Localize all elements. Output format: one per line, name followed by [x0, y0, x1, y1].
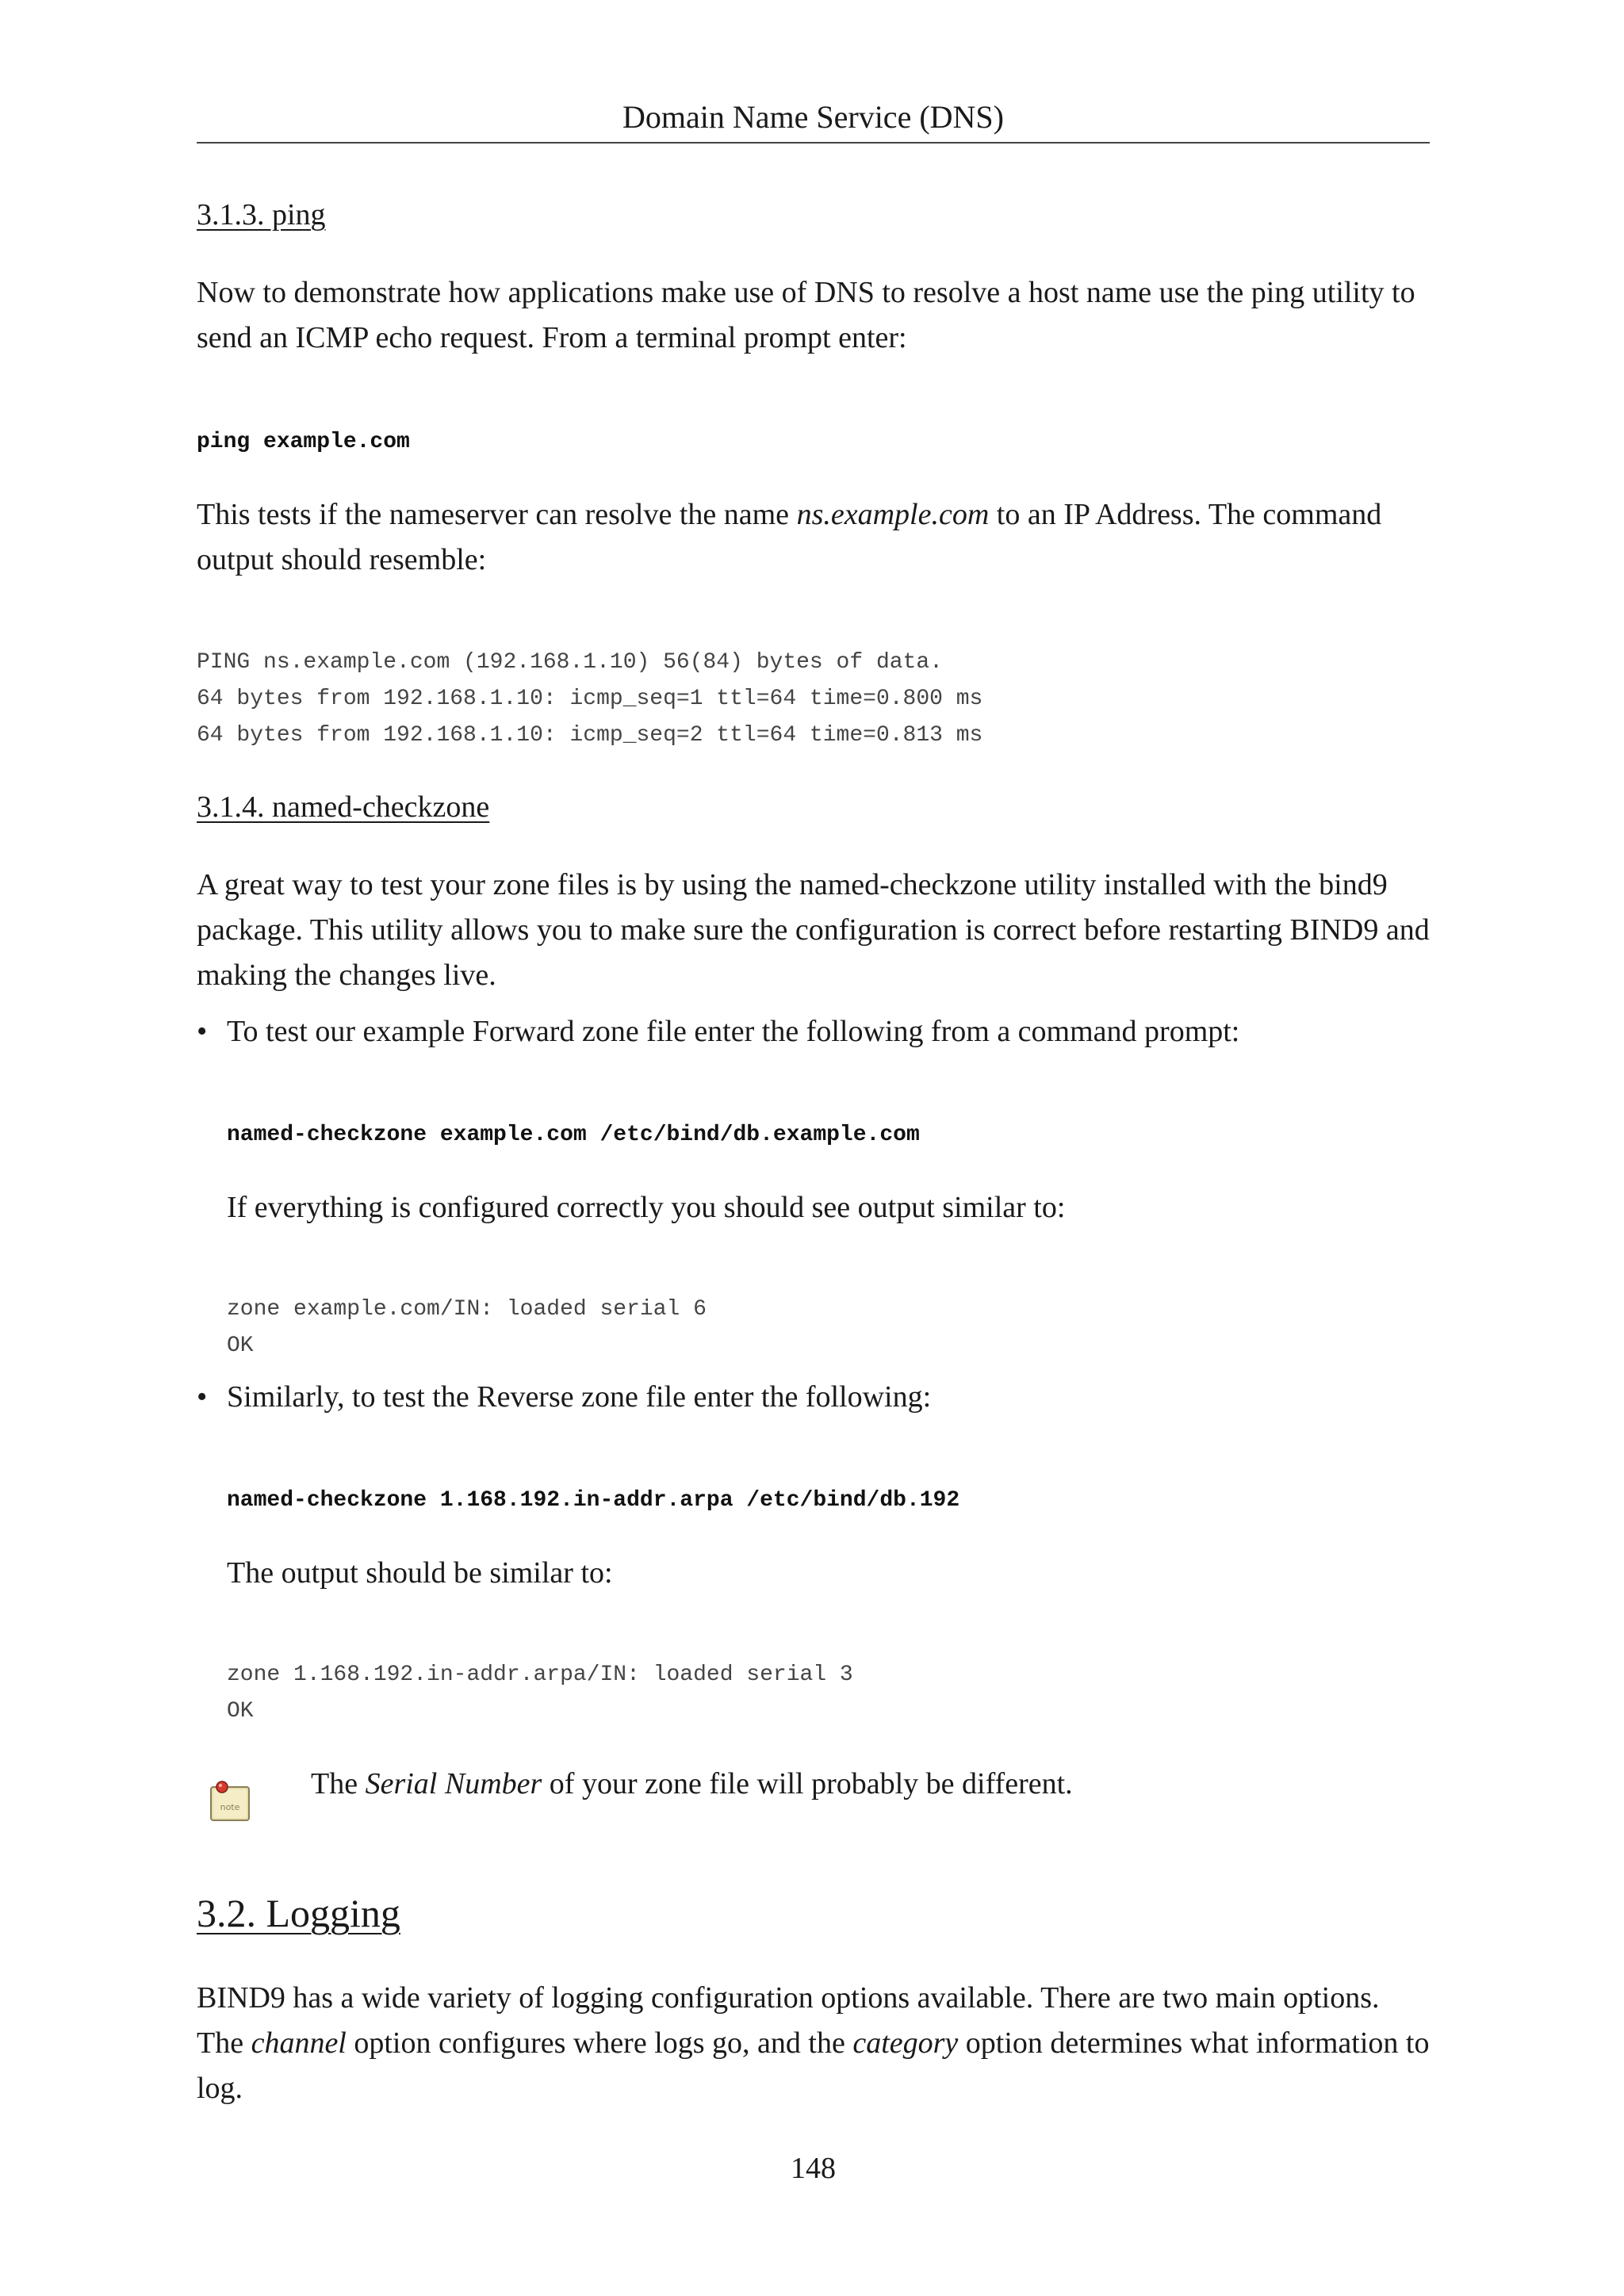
checkzone-intro-paragraph: A great way to test your zone files is by using the named-checkzone utility installed with the bind9 package. This utility allows you to make sure the configuration is correct before restarting BIND9 and making the changes live.	[197, 868, 1430, 992]
channel-emphasis: channel	[251, 2026, 347, 2060]
output-line: 64 bytes from 192.168.1.10: icmp_seq=1 ttl=64 time=0.800 ms	[197, 687, 983, 711]
header-rule	[197, 142, 1430, 144]
checkzone-reverse-command: named-checkzone 1.168.192.in-addr.arpa /etc/bind/db.192	[227, 1488, 960, 1513]
reverse-followup-text: The output should be similar to:	[227, 1556, 613, 1590]
output-line: OK	[227, 1334, 254, 1358]
category-emphasis: category	[852, 2026, 959, 2060]
note-icon-label: note	[220, 1802, 240, 1812]
hostname-emphasis: ns.example.com	[796, 498, 990, 531]
note-text: The Serial Number of your zone file will probably be different.	[311, 1767, 1073, 1800]
forward-followup-text: If everything is configured correctly you should see output similar to:	[227, 1191, 1066, 1224]
bullet-marker: •	[197, 1380, 208, 1414]
serial-number-emphasis: Serial Number	[365, 1767, 542, 1800]
running-header: Domain Name Service (DNS)	[622, 99, 1004, 135]
ping-command: ping example.com	[197, 430, 410, 454]
bullet-forward-zone-text: To test our example Forward zone file enter the following from a command prompt:	[227, 1015, 1240, 1048]
bullet-marker: •	[197, 1015, 208, 1048]
ping-intro-paragraph: Now to demonstrate how applications make use of DNS to resolve a host name use the ping utility to send an ICMP echo request. From a terminal prompt enter:	[197, 276, 1415, 354]
checkzone-forward-command: named-checkzone example.com /etc/bind/db.example.com	[227, 1123, 920, 1147]
output-line: zone 1.168.192.in-addr.arpa/IN: loaded serial 3	[227, 1663, 853, 1687]
output-line: zone example.com/IN: loaded serial 6	[227, 1297, 707, 1322]
output-line: PING ns.example.com (192.168.1.10) 56(84) bytes of data.	[197, 650, 943, 675]
note-icon	[206, 1777, 254, 1825]
bullet-reverse-zone-text: Similarly, to test the Reverse zone file enter the following:	[227, 1380, 932, 1414]
section-heading-logging: 3.2. Logging	[197, 1891, 400, 1935]
forward-output-block	[227, 1292, 707, 1364]
page-number: 148	[791, 2152, 836, 2185]
ping-output-block	[197, 645, 982, 754]
ping-explain-paragraph: This tests if the nameserver can resolve the name ns.example.com to an IP Address. The command output should resemble:	[197, 498, 1382, 576]
output-line: OK	[227, 1699, 254, 1724]
output-line: 64 bytes from 192.168.1.10: icmp_seq=2 ttl=64 time=0.813 ms	[197, 723, 983, 748]
section-heading-ping: 3.1.3. ping	[197, 198, 326, 232]
logging-paragraph: BIND9 has a wide variety of logging configuration options available. There are two main options. The channel option configures where logs go, and the category option determines what information to log.	[197, 1981, 1430, 2105]
section-heading-checkzone: 3.1.4. named-checkzone	[197, 790, 490, 824]
reverse-output-block	[227, 1657, 853, 1730]
